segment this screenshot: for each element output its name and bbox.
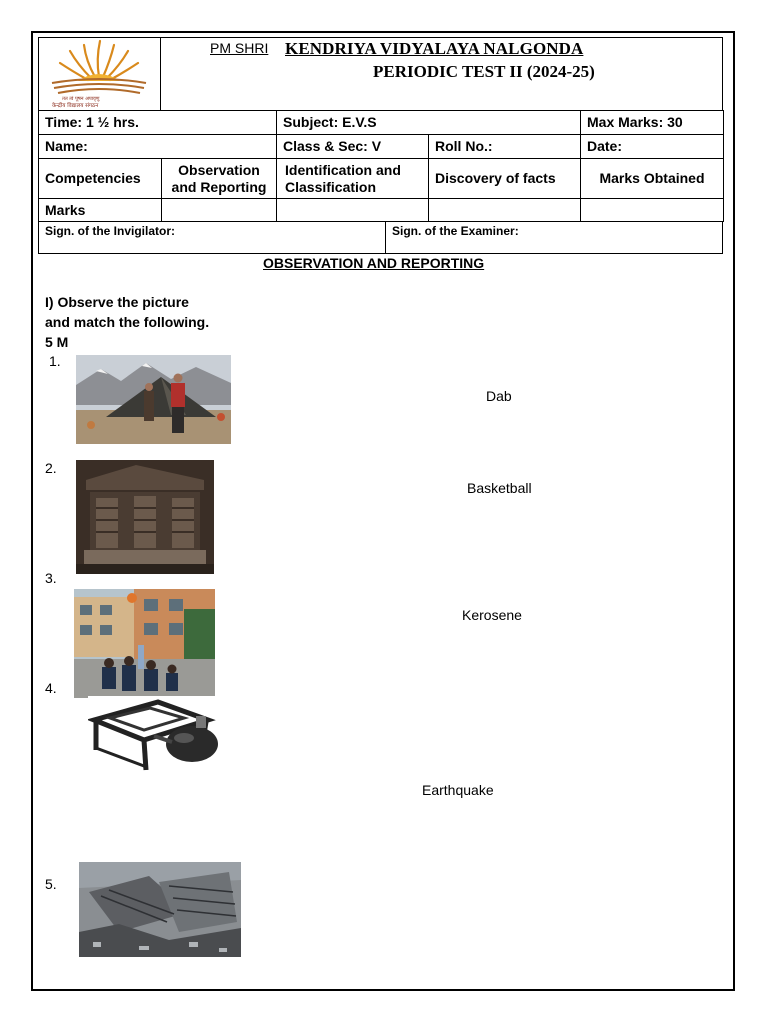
competencies-cell: Competencies <box>39 159 162 199</box>
question-line: I) Observe the picture <box>45 294 189 310</box>
svg-text:तत त्वं पूषन अपावृणु: तत त्वं पूषन अपावृणु <box>62 96 100 102</box>
item-number: 4. <box>45 680 57 696</box>
table-row <box>39 199 724 222</box>
tent-picture <box>76 355 231 444</box>
marks-obtained[interactable] <box>581 199 724 222</box>
table-row <box>39 159 724 199</box>
class-sec-cell: Class & Sec: V <box>277 135 429 159</box>
earthquake-picture <box>79 862 241 957</box>
answer-word: Earthquake <box>422 782 494 798</box>
invigilator-sign-label: Sign. of the Invigilator: <box>45 224 175 238</box>
basketball-picture <box>74 589 215 698</box>
time-cell: Time: 1 ½ hrs. <box>39 111 277 135</box>
question-marks: 5 M <box>45 334 69 350</box>
kvs-logo-icon <box>38 37 160 110</box>
school-name: KENDRIYA VIDYALAYA NALGONDA <box>285 39 584 58</box>
competency-identification: Identification and Classification <box>277 159 429 199</box>
examiner-sign-label: Sign. of the Examiner: <box>392 224 519 238</box>
marks-label-cell: Marks <box>39 199 162 222</box>
marks-observation[interactable] <box>162 199 277 222</box>
table-row <box>39 135 724 159</box>
marks-identification[interactable] <box>277 199 429 222</box>
item-number: 3. <box>45 570 57 586</box>
item-number: 2. <box>45 460 57 476</box>
kerosene-stove-picture <box>88 696 222 776</box>
subject-cell: Subject: E.V.S <box>277 111 581 135</box>
question-text <box>45 292 209 352</box>
answer-word: Dab <box>486 388 512 404</box>
logo-cell <box>38 37 161 111</box>
item-number: 5. <box>45 876 57 892</box>
date-cell: Date: <box>581 135 724 159</box>
competency-discovery: Discovery of facts <box>429 159 581 199</box>
max-marks-cell: Max Marks: 30 <box>581 111 724 135</box>
test-title: PERIODIC TEST II (2024-25) <box>373 62 595 81</box>
signature-row <box>38 222 723 254</box>
competency-observation: Observation and Reporting <box>162 159 277 199</box>
roll-no-cell: Roll No.: <box>429 135 581 159</box>
section-title: OBSERVATION AND REPORTING <box>263 255 485 271</box>
name-cell: Name: <box>39 135 277 159</box>
svg-text:केन्द्रीय विद्यालय संगठन: केन्द्रीय विद्यालय संगठन <box>52 103 99 109</box>
item-number: 1. <box>49 353 61 369</box>
answer-word: Kerosene <box>462 607 522 623</box>
dab-window-picture <box>76 460 214 574</box>
table-row <box>39 111 724 135</box>
answer-word: Basketball <box>467 480 532 496</box>
sign-divider <box>385 222 386 253</box>
pm-shri-label: PM SHRI <box>210 40 269 56</box>
question-line: and match the following. <box>45 314 210 330</box>
marks-discovery[interactable] <box>429 199 581 222</box>
info-table <box>38 110 724 222</box>
marks-obtained-header: Marks Obtained <box>581 159 724 199</box>
